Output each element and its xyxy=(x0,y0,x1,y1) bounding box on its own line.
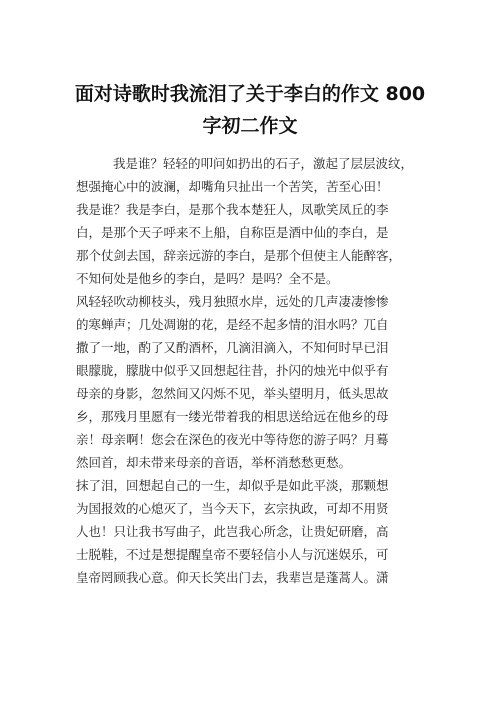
body-line: 风轻轻吹动柳枝头，残月独照水岸，远处的几声凄凄惨惨 xyxy=(76,294,389,309)
document-title-line-1: 面对诗歌时我流泪了关于李白的作文 800 xyxy=(74,83,426,105)
body-line: 人也！只让我书写曲子，此岂我心所念，让贵妃研磨，高 xyxy=(76,524,389,539)
document-title-line-2: 字初二作文 xyxy=(202,115,298,137)
body-line: 亲！母亲啊！您会在深色的夜光中等待您的游子吗？月蓦 xyxy=(76,432,389,447)
body-line: 皇帝罔顾我心意。仰天长笑出门去，我辈岂是蓬蒿人。潇 xyxy=(76,570,389,585)
body-line: 我是谁？轻轻的叩问如扔出的石子，激起了层层波纹， xyxy=(113,156,414,171)
body-line: 不知何处是他乡的李白，是吗？是吗？全不是。 xyxy=(76,271,339,286)
document-body xyxy=(76,152,436,589)
body-line: 然回首，却未带来母亲的音语，举杯消愁愁更愁。 xyxy=(76,455,352,470)
body-line: 想强掩心中的波澜，却嘴角只扯出一个苦笑，苦至心田！ xyxy=(76,179,389,194)
body-line: 士脱鞋，不过是想提醒皇帝不要轻信小人与沉迷娱乐，可 xyxy=(76,547,389,562)
body-line: 白，是那个天子呼来不上船，自称臣是酒中仙的李白，是 xyxy=(76,225,389,240)
body-line: 眼朦胧，朦胧中似乎又回想起往昔，扑闪的烛光中似乎有 xyxy=(76,363,389,378)
body-line: 抹了泪，回想起自己的一生，却似乎是如此平淡，那颗想 xyxy=(76,478,389,493)
body-line: 为国报效的心熄灭了，当今天下，玄宗执政，可却不用贤 xyxy=(76,501,389,516)
body-line: 撒了一地，酌了又酌酒杯，几滴泪滴入，不知何时早已泪 xyxy=(76,340,389,355)
body-line: 母亲的身影，忽然间又闪烁不见，举头望明月，低头思故 xyxy=(76,386,389,401)
body-line: 乡，那残月里愿有一缕光带着我的相思送给远在他乡的母 xyxy=(76,409,389,424)
body-line: 的寒蝉声；几处凋谢的花，是经不起多情的泪水吗？兀自 xyxy=(76,317,389,332)
body-line: 那个仗剑去国，辞亲远游的李白，是那个但使主人能醉客， xyxy=(76,248,402,263)
body-line: 我是谁？我是李白，是那个我本楚狂人，凤歌笑凤丘的李 xyxy=(76,202,389,217)
